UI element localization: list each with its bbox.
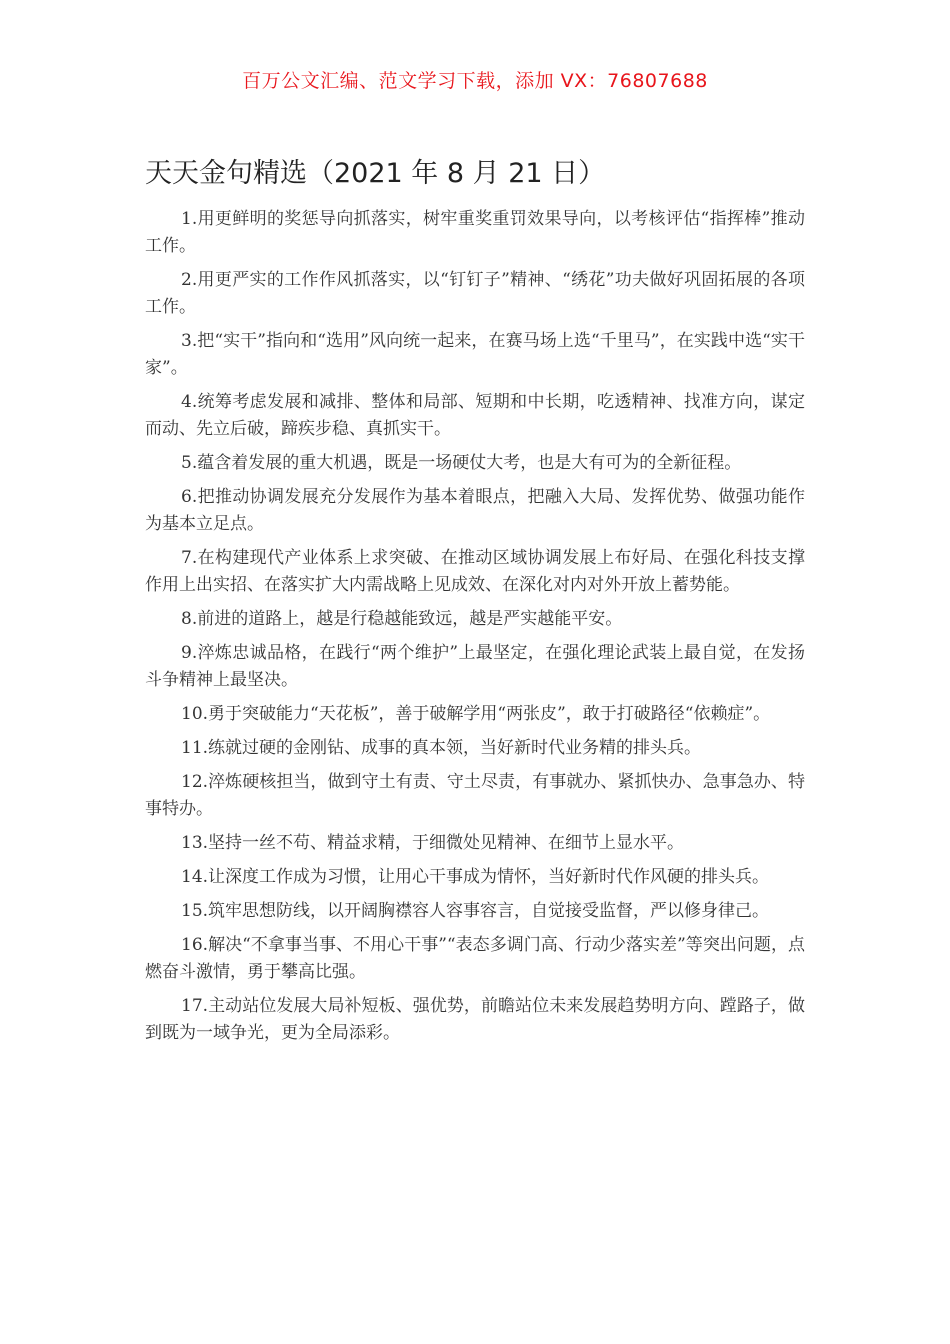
list-item: 6.把推动协调发展充分发展作为基本着眼点，把融入大局、发挥优势、做强功能作为基本立足点。 [145, 487, 805, 534]
list-item: 13.坚持一丝不苟、精益求精，于细微处见精神、在细节上显水平。 [181, 833, 685, 853]
list-item: 10.勇于突破能力“天花板”，善于破解学用“两张皮”，敢于打破路径“依赖症”。 [181, 704, 771, 724]
list-item: 12.淬炼硬核担当，做到守土有责、守土尽责，有事就办、紧抓快办、急事急办、特事特办。 [145, 772, 805, 819]
list-item: 3.把“实干”指向和“选用”风向统一起来，在赛马场上选“千里马”，在实践中选“实干家”。 [145, 331, 805, 378]
list-item: 17.主动站位发展大局补短板、强优势，前瞻站位未来发展趋势明方向、蹚路子，做到既为一域争光，更为全局添彩。 [145, 996, 805, 1043]
header-banner: 百万公文汇编、范文学习下载，添加 VX：76807688 [242, 70, 708, 92]
list-item: 1.用更鲜明的奖惩导向抓落实，树牢重奖重罚效果导向，以考核评估“指挥棒”推动工作。 [145, 209, 805, 256]
list-item: 5.蕴含着发展的重大机遇，既是一场硬仗大考，也是大有可为的全新征程。 [181, 453, 742, 473]
list-item: 2.用更严实的工作作风抓落实，以“钉钉子”精神、“绣花”功夫做好巩固拓展的各项工作。 [145, 270, 805, 317]
list-item: 9.淬炼忠诚品格，在践行“两个维护”上最坚定，在强化理论武装上最自觉，在发扬斗争精神上最坚决。 [145, 643, 805, 690]
list-item: 7.在构建现代产业体系上求突破、在推动区域协调发展上布好局、在强化科技支撑作用上出实招、在落实扩大内需战略上见成效、在深化对内对外开放上蓄势能。 [145, 548, 805, 595]
list-item: 14.让深度工作成为习惯，让用心干事成为情怀，当好新时代作风硬的排头兵。 [181, 867, 770, 887]
list-item: 4.统筹考虑发展和减排、整体和局部、短期和中长期，吃透精神、找准方向，谋定而动、先立后破，蹄疾步稳、真抓实干。 [145, 392, 805, 439]
document-body [145, 206, 805, 1054]
list-item: 11.练就过硬的金刚钻、成事的真本领，当好新时代业务精的排头兵。 [181, 738, 702, 758]
list-item: 15.筑牢思想防线，以开阔胸襟容人容事容言，自觉接受监督，严以修身律己。 [181, 901, 770, 921]
document-title: 天天金句精选（2021 年 8 月 21 日） [145, 158, 606, 189]
list-item: 16.解决“不拿事当事、不用心干事”“表态多调门高、行动少落实差”等突出问题，点燃奋斗激情，勇于攀高比强。 [145, 935, 805, 982]
list-item: 8.前进的道路上，越是行稳越能致远，越是严实越能平安。 [181, 609, 623, 629]
